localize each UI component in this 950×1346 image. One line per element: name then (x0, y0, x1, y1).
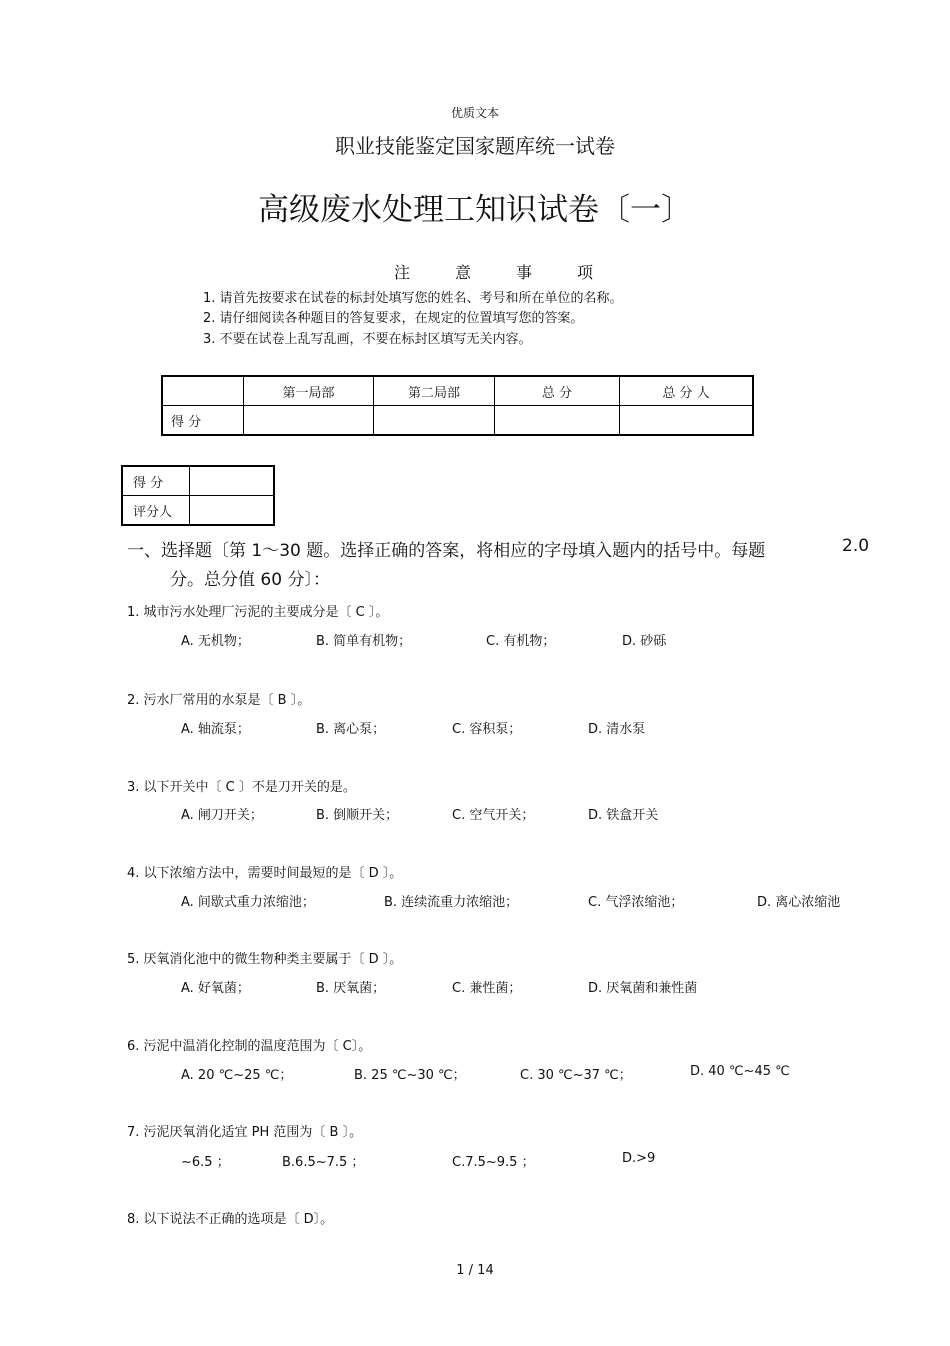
option-b: B. 倒顺开关； (316, 808, 399, 823)
table-header: 总 分 人 (620, 376, 754, 406)
question: 2. 污水厂常用的水泵是〔 B 〕。 (127, 693, 311, 708)
option-d: D. 铁盒开关 (588, 808, 659, 823)
table-row-label: 得 分 (122, 466, 190, 496)
score-cell[interactable] (190, 466, 275, 496)
option-c: C. 有机物； (486, 634, 556, 649)
option-a: A. 好氧菌； (181, 981, 250, 996)
option-b: B. 连续流重力浓缩池； (384, 895, 519, 910)
option-a: A. 间歇式重力浓缩池； (181, 895, 315, 910)
notice-item: 1. 请首先按要求在试卷的标封处填写您的姓名、考号和所在单位的名称。 (203, 291, 623, 306)
option-d: D. 离心浓缩池 (757, 895, 841, 910)
option-c: C.7.5~9.5 ； (452, 1155, 535, 1170)
option-c: C. 空气开关； (452, 808, 535, 823)
option-b: B.6.5~7.5 ； (282, 1155, 365, 1170)
option-d: D. 砂砾 (622, 634, 667, 649)
option-d: D. 厌氧菌和兼性菌 (588, 981, 698, 996)
table-row-label: 得 分 (162, 406, 244, 436)
notice-heading (394, 260, 638, 283)
option-d: D. 40 ℃~45 ℃ (690, 1064, 790, 1079)
notice-heading-char: 意 (455, 263, 472, 282)
table-cell (162, 376, 244, 406)
option-a: A. 无机物； (181, 634, 250, 649)
option-a: A. 闸刀开关； (181, 808, 263, 823)
score-cell[interactable] (620, 406, 754, 436)
option-d: D. 清水泵 (588, 722, 646, 737)
option-b: B. 离心泵； (316, 722, 386, 737)
exam-title: 高级废水处理工知识试卷〔一〕 (258, 192, 692, 228)
table-header: 第二局部 (374, 376, 495, 406)
table-header: 总 分 (495, 376, 620, 406)
table-row-label: 评分人 (122, 496, 190, 526)
table-row (122, 496, 274, 526)
notice-item: 3. 不要在试卷上乱写乱画，不要在标封区填写无关内容。 (203, 332, 532, 347)
section-heading: 分。总分值 60 分〕： (170, 570, 330, 590)
option-c: C. 兼性菌； (452, 981, 522, 996)
table-row (162, 406, 753, 436)
option-a: A. 轴流泵； (181, 722, 250, 737)
question: 6. 污泥中温消化控制的温度范围为〔 C〕。 (127, 1039, 372, 1054)
section-heading: 一、选择题〔第 1～30 题。选择正确的答案，将相应的字母填入题内的括号中。每题 (127, 541, 766, 561)
option-b: B. 简单有机物； (316, 634, 412, 649)
option-a: ~6.5 ； (181, 1155, 230, 1170)
score-cell[interactable] (244, 406, 374, 436)
page-number: 1 / 14 (456, 1263, 494, 1278)
grader-table (121, 465, 275, 526)
option-d: D.>9 (622, 1151, 656, 1166)
question: 4. 以下浓缩方法中，需要时间最短的是〔 D 〕。 (127, 866, 403, 881)
score-cell[interactable] (374, 406, 495, 436)
option-b: B. 厌氧菌； (316, 981, 386, 996)
question: 1. 城市污水处理厂污泥的主要成分是〔 C 〕。 (127, 605, 389, 620)
question: 5. 厌氧消化池中的微生物种类主要属于〔 D 〕。 (127, 952, 403, 967)
option-c: C. 30 ℃~37 ℃； (520, 1068, 632, 1083)
notice-item: 2. 请仔细阅读各种题目的答复要求，在规定的位置填写您的答案。 (203, 311, 584, 326)
score-cell[interactable] (190, 496, 275, 526)
exam-subtitle: 职业技能鉴定国家题库统一试卷 (335, 134, 615, 158)
question: 8. 以下说法不正确的选项是〔 D〕。 (127, 1212, 334, 1227)
notice-heading-char: 注 (394, 263, 411, 282)
table-row (162, 376, 753, 406)
notice-heading-char: 事 (516, 263, 533, 282)
table-header: 第一局部 (244, 376, 374, 406)
notice-heading-char: 项 (577, 263, 594, 282)
option-b: B. 25 ℃~30 ℃； (354, 1068, 466, 1083)
score-cell[interactable] (495, 406, 620, 436)
option-a: A. 20 ℃~25 ℃； (181, 1068, 293, 1083)
score-table (161, 375, 754, 436)
question: 3. 以下开关中〔 C 〕不是刀开关的是。 (127, 780, 356, 795)
table-row (122, 466, 274, 496)
option-c: C. 气浮浓缩池； (588, 895, 684, 910)
question: 7. 污泥厌氧消化适宜 PH 范围为〔 B 〕。 (127, 1125, 363, 1140)
header-label: 优质文本 (450, 106, 499, 120)
option-c: C. 容积泵； (452, 722, 522, 737)
section-heading-score: 2.0 (842, 536, 870, 556)
